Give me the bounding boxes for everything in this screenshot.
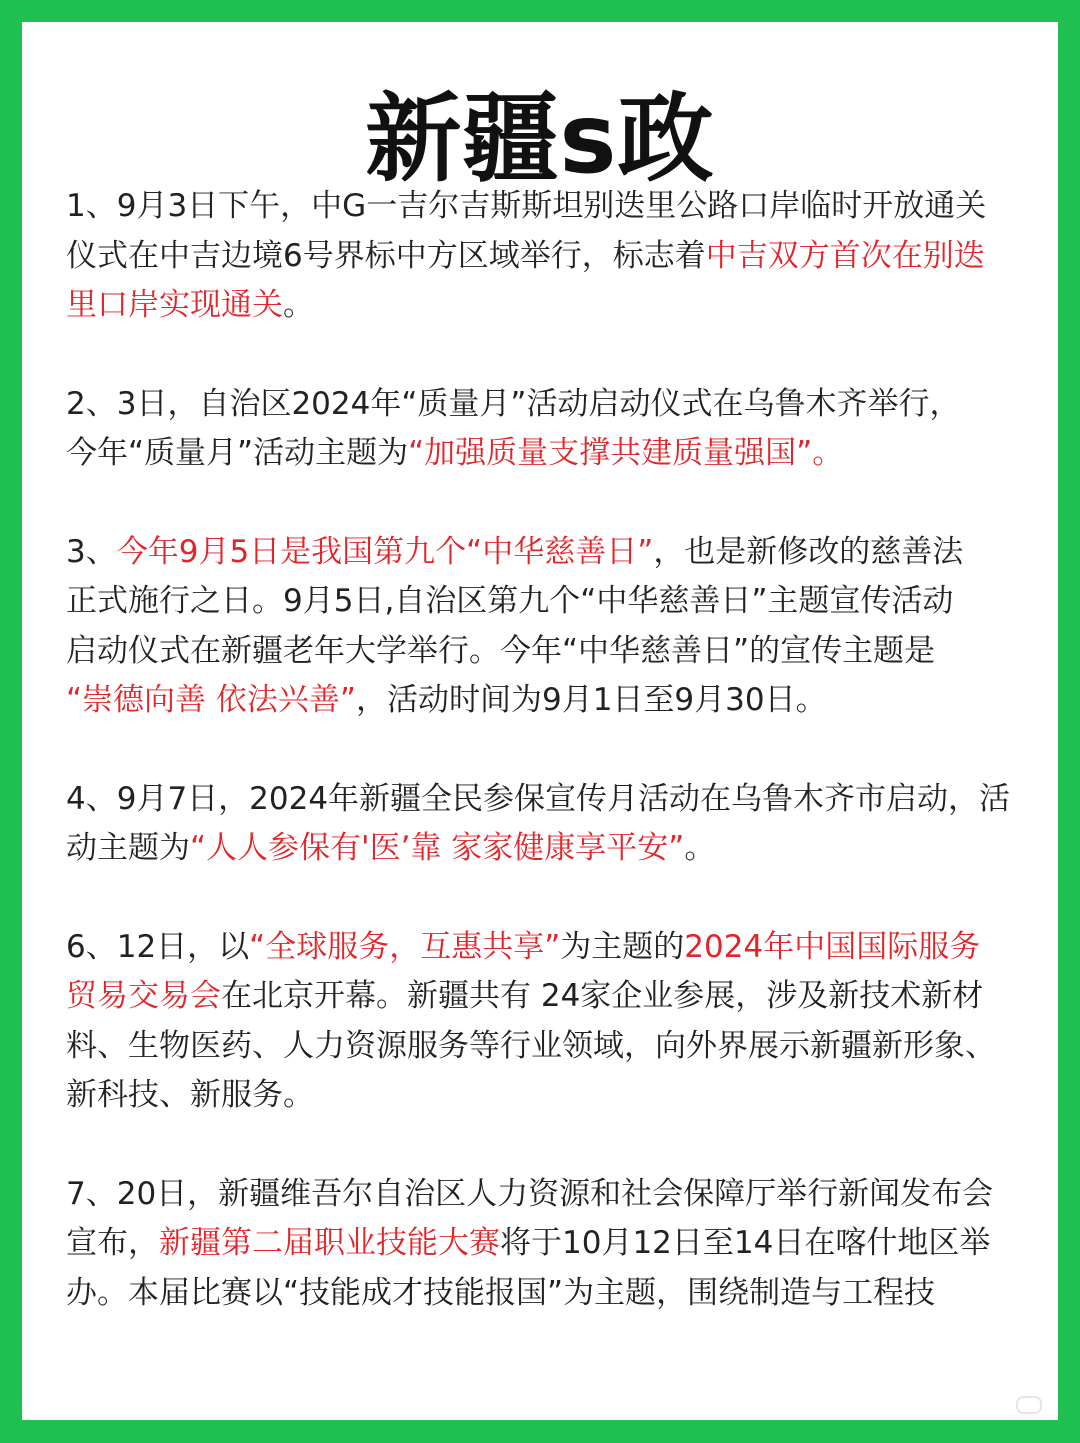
body-text: 将于10月12日至14日在喀什地区举 [500, 1225, 991, 1261]
news-item [66, 923, 1058, 1121]
text-line [66, 775, 1058, 825]
highlight-text: 2024年中国国际服务 [684, 928, 981, 965]
highlight-text: 今年9月5日是我国第九个“中华慈善日” [116, 533, 654, 570]
body-text: 4、9月7日，2024年新疆全民参保宣传月活动在乌鲁木齐市启动，活 [66, 780, 1011, 817]
highlight-text: 里口岸实现通关 [66, 287, 283, 323]
news-item [66, 528, 1058, 726]
text-line [66, 1170, 1058, 1220]
text-line [66, 1269, 1058, 1319]
body-text: 1、9月3日下午，中G一吉尔吉斯斯坦别迭里公路口岸临时开放通关 [66, 188, 987, 224]
body-text: 为主题的 [560, 928, 685, 965]
highlight-text: “人人参保有'医’靠 家家健康享平安” [190, 830, 685, 866]
body-text: 2、3日，自治区2024年“质量月”活动启动仪式在乌鲁木齐举行， [66, 385, 961, 422]
text-line [66, 232, 1058, 282]
text-line [66, 676, 1058, 726]
body-text: 7、20日，新疆维吾尔自治区人力资源和社会保障厅举行新闻发布会 [66, 1175, 994, 1212]
highlight-text: “全球服务，互惠共享” [249, 928, 561, 965]
body-text: 新科技、新服务。 [66, 1077, 314, 1113]
text-line [66, 281, 1058, 331]
text-line [66, 627, 1058, 677]
news-item [66, 380, 1058, 479]
article-body [66, 182, 1058, 1367]
highlight-text: 贸易交易会 [66, 978, 221, 1014]
text-line [66, 1219, 1058, 1269]
body-text: 3、 [66, 533, 117, 570]
watermark-icon [1016, 1396, 1042, 1414]
body-text: 启动仪式在新疆老年大学举行。今年“中华慈善日”的宣传主题是 [66, 632, 936, 669]
text-line [66, 528, 1058, 578]
text-line [66, 380, 1058, 430]
highlight-text: 中吉双方首次在别迭 [705, 237, 985, 274]
body-text: ，也是新修改的慈善法 [653, 533, 964, 570]
article-card [22, 22, 1058, 1420]
body-text: 料、生物医药、人力资源服务等行业领域，向外界展示新疆新形象、 [66, 1027, 996, 1064]
text-line [66, 577, 1058, 627]
body-text: 动主题为 [66, 830, 190, 866]
body-text: 6、12日，以 [66, 928, 250, 965]
body-text: 仪式在中吉边境6号界标中方区域举行，标志着 [66, 237, 706, 274]
body-text: 。 [283, 287, 314, 323]
news-item [66, 1170, 1058, 1319]
highlight-text: “崇德向善 依法兴善” [66, 682, 356, 718]
body-text: ，活动时间为9月1日至9月30日。 [355, 682, 827, 718]
text-line [66, 1071, 1058, 1121]
page-title: 新疆s政 [365, 83, 715, 195]
news-item [66, 775, 1058, 874]
text-line [66, 923, 1058, 973]
body-text: 办。本届比赛以“技能成才技能报国”为主题，围绕制造与工程技 [66, 1274, 936, 1311]
text-line [66, 429, 1058, 479]
news-item [66, 182, 1058, 331]
text-line [66, 182, 1058, 232]
text-line [66, 972, 1058, 1022]
body-text: 宣布， [66, 1225, 159, 1261]
highlight-text: 新疆第二届职业技能大赛 [159, 1225, 500, 1261]
body-text: 在北京开幕。新疆共有 24家企业参展，涉及新技术新材 [221, 978, 984, 1014]
text-line [66, 824, 1058, 874]
body-text: 。 [684, 830, 716, 866]
highlight-text: “加强质量支撑共建质量强国”。 [408, 435, 844, 471]
text-line [66, 1022, 1058, 1072]
body-text: 正式施行之日。9月5日,自治区第九个“中华慈善日”主题宣传活动 [66, 583, 954, 619]
body-text: 今年“质量月”活动主题为 [66, 435, 409, 471]
